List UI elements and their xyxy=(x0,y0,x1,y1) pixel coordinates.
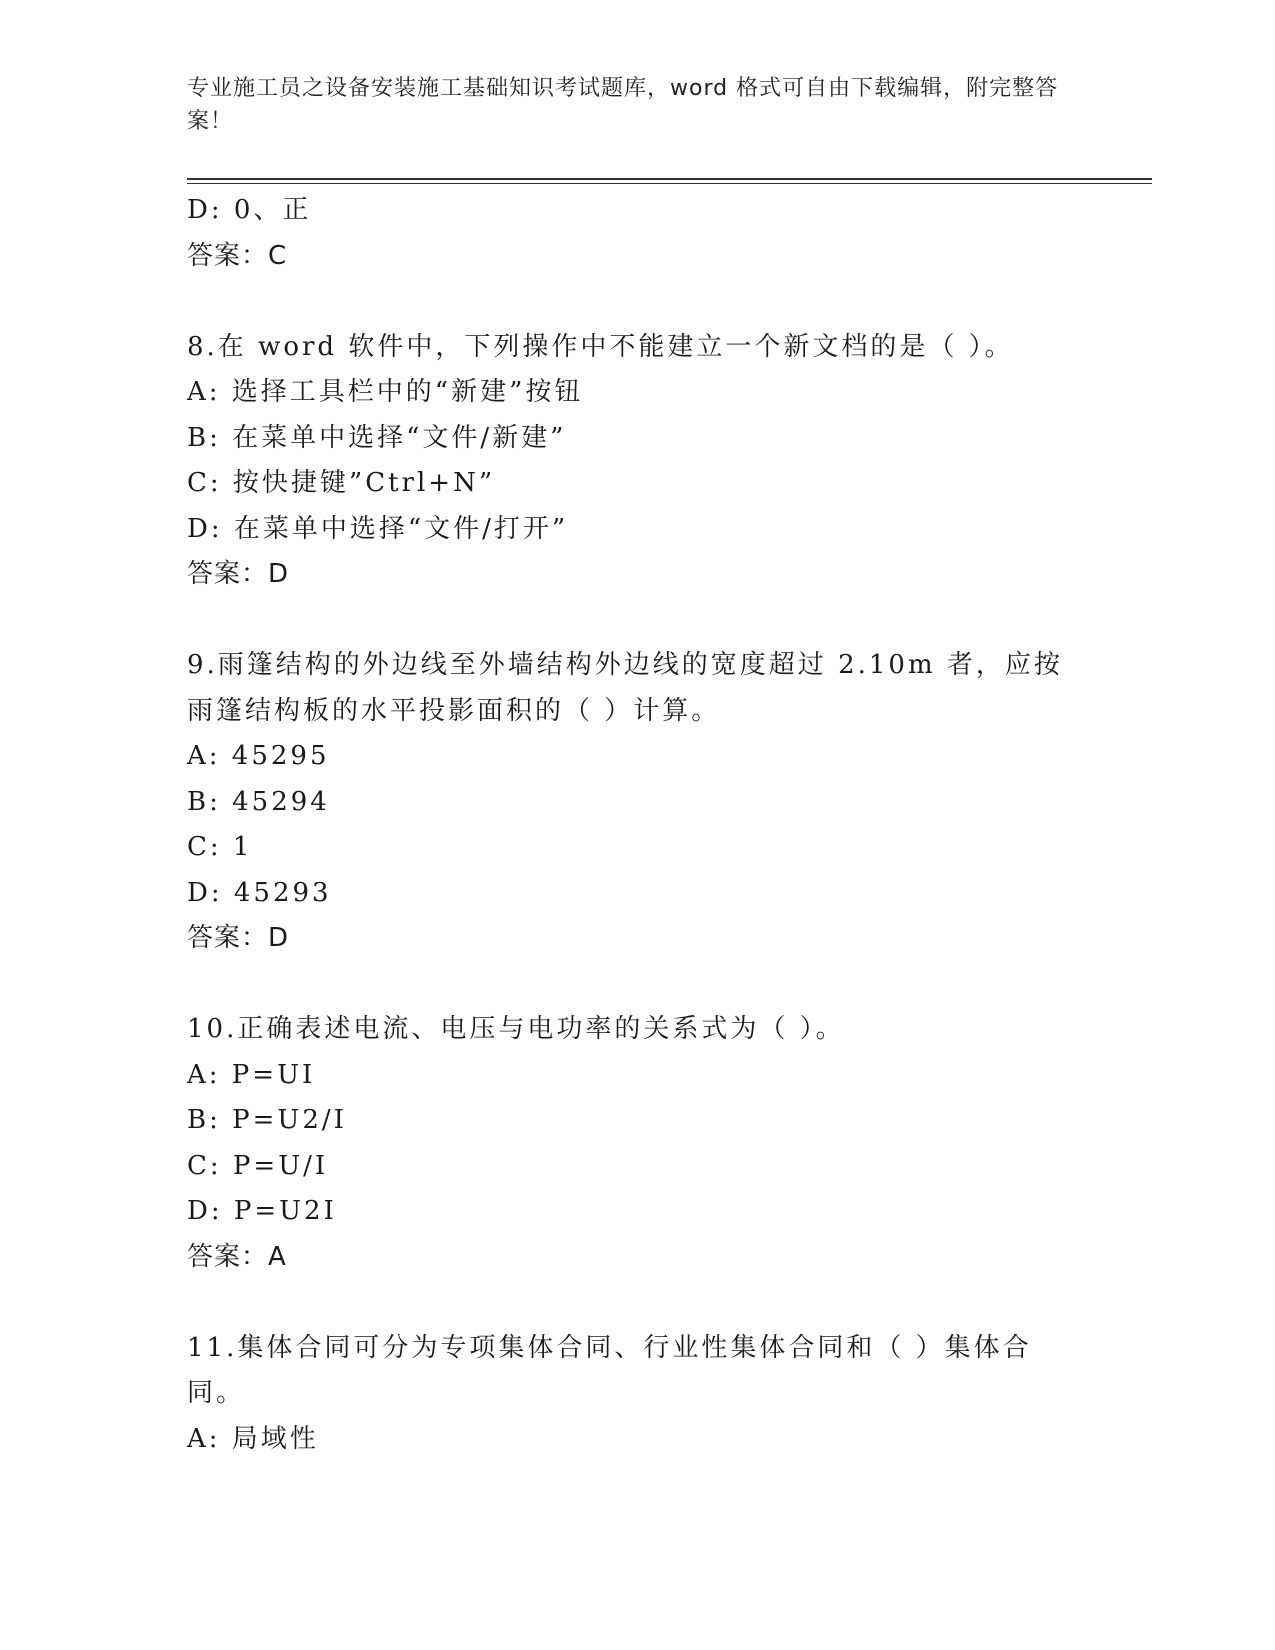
option-a: A: P=UI xyxy=(187,1059,316,1090)
answer-line: 答案：A xyxy=(187,1241,287,1272)
spacer xyxy=(187,962,1077,1008)
spacer xyxy=(187,1280,1077,1326)
option-d: D: 0、正 xyxy=(187,195,312,225)
answer-line: 答案：D xyxy=(187,559,290,589)
answer-line: 答案：D xyxy=(187,923,290,953)
option-a: A: 选择工具栏中的“新建”按钮 xyxy=(187,377,584,407)
option-d: D: P=U2I xyxy=(187,1196,337,1226)
question-stem: 9.雨篷结构的外边线至外墙结构外边线的宽度超过 2.10m 者，应按雨篷结构板的水平投影面积的（ ）计算。 xyxy=(187,650,1063,726)
spacer xyxy=(187,279,1077,325)
answer-line: 答案：C xyxy=(187,240,288,271)
question-list xyxy=(187,188,1077,1462)
question-stem: 11.集体合同可分为专项集体合同、行业性集体合同和（ ）集体合同。 xyxy=(187,1332,1032,1408)
option-c: C: 1 xyxy=(187,832,253,862)
question-stem: 8.在 word 软件中，下列操作中不能建立一个新文档的是（ ）。 xyxy=(187,331,1014,362)
option-a: A: 45295 xyxy=(187,741,330,771)
option-b: B: 45294 xyxy=(187,786,330,817)
option-c: C: P=U/I xyxy=(187,1150,329,1181)
option-c: C: 按快捷键”Ctrl+N” xyxy=(187,468,496,498)
option-b: B: P=U2/I xyxy=(187,1105,347,1135)
option-b: B: 在菜单中选择“文件/新建” xyxy=(187,422,567,453)
option-d: D: 45293 xyxy=(187,877,332,908)
header-divider-thin xyxy=(187,183,1152,184)
option-a: A: 局域性 xyxy=(187,1423,319,1454)
option-d: D: 在菜单中选择“文件/打开” xyxy=(187,513,569,544)
document-header: 专业施工员之设备安装施工基础知识考试题库，word 格式可自由下载编辑，附完整答案！ xyxy=(187,76,1059,134)
spacer xyxy=(187,598,1077,644)
header-divider-thick xyxy=(187,178,1152,180)
question-stem: 10.正确表述电流、电压与电功率的关系式为（ ）。 xyxy=(187,1014,845,1044)
